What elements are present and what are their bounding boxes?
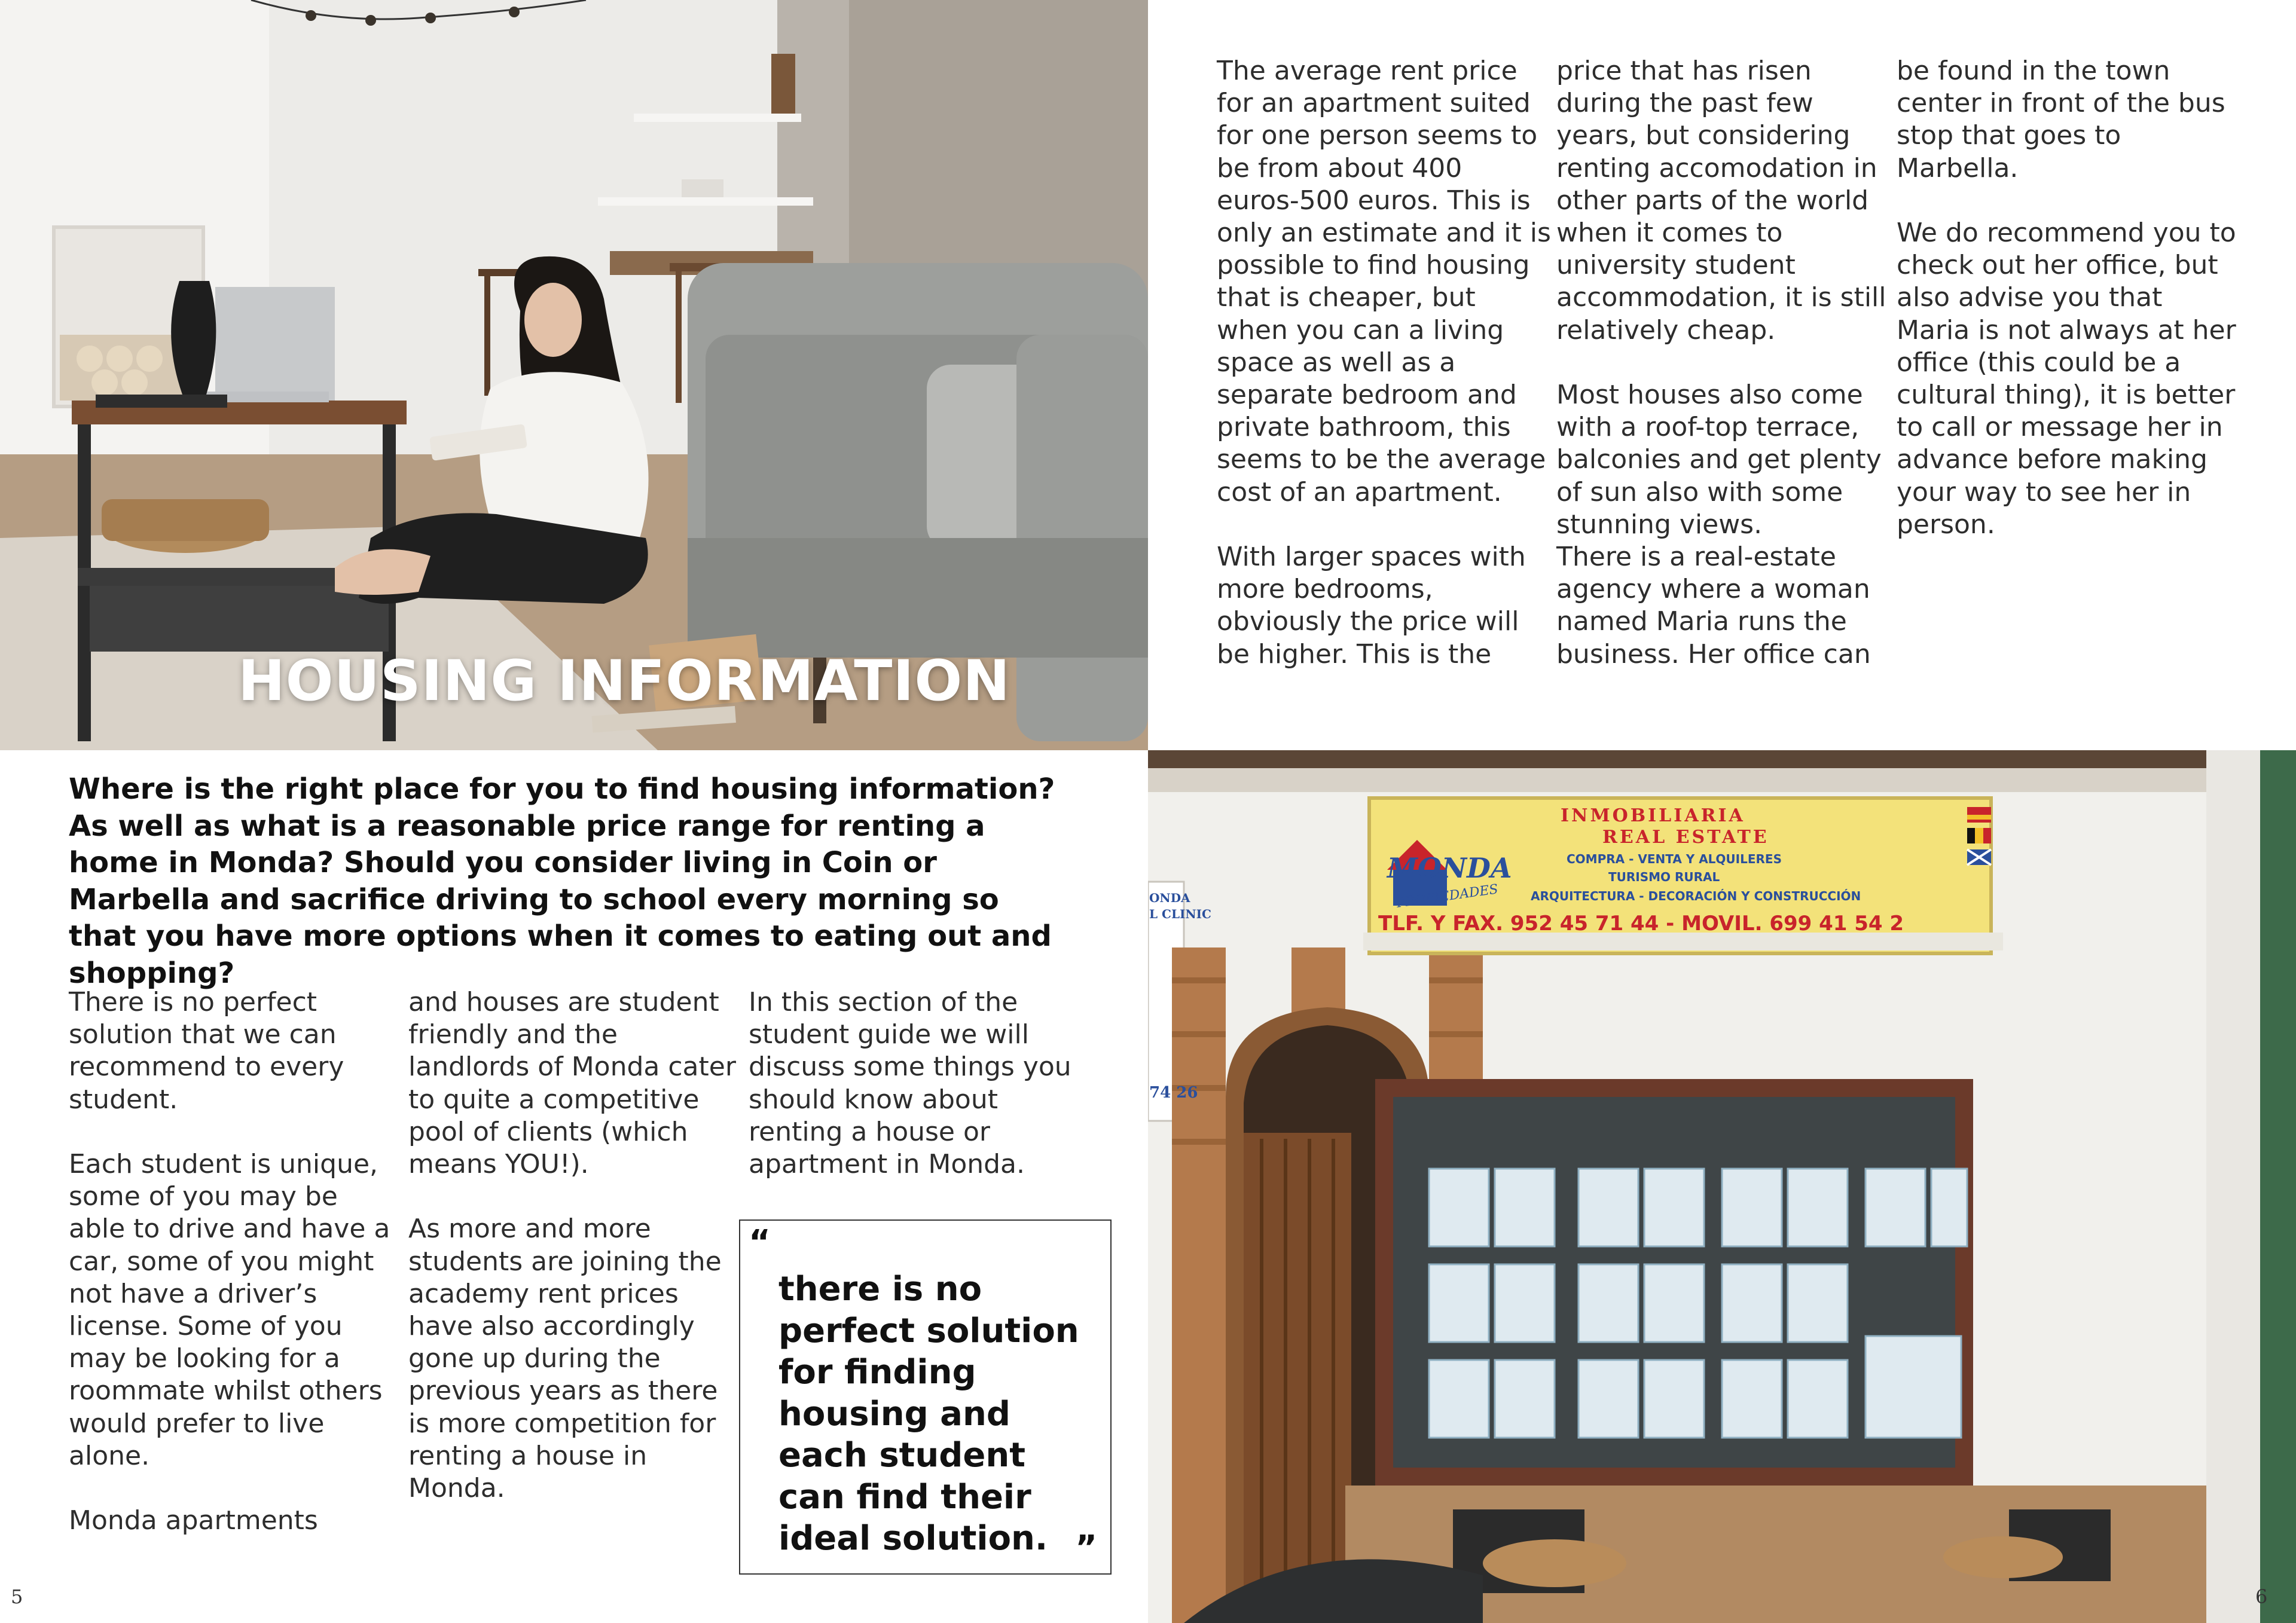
clinic-sign-phone: 74 26 — [1149, 1084, 1198, 1102]
sign-title-1: INMOBILIARIA — [1561, 805, 1745, 826]
left-column-2 — [408, 986, 740, 1505]
agency-storefront-illustration — [1148, 750, 2296, 1623]
intro-question: Where is the right place for you to find housing information? As well as what is a reasonable price range for renting a home in Monda? Should you consider living in Coin or Marbella and sacrifice driving to school every morning so that you have more options when it comes to eating out and shopping? — [69, 772, 1055, 990]
paragraph: In this section of the student guide we will discuss some things you should know about renting a house or apartment in Monda. — [749, 987, 1071, 1180]
paragraph: Most houses also come with a roof-top terrace, balconies and get plenty of sun also with some stunning views. — [1556, 380, 1882, 540]
sign-phones: TLF. Y FAX. 952 45 71 44 - MOVIL. 699 41 54 2 — [1378, 912, 1904, 936]
section-heading: HOUSING INFORMATION — [238, 649, 1010, 714]
quote-text: there is no perfect solution for finding housing and each student can find their ideal solution. — [778, 1270, 1079, 1558]
right-column-3 — [1897, 55, 2243, 541]
paragraph: The average rent price for an apartment suited for one person seems to be from about 400 euros-500 euros. This is only an estimate and it is possible to find housing that is cheaper, but when you can a living space as well as a separate bedroom and private bathroom, this seems to be the average cost of an apartment. — [1217, 56, 1551, 508]
sign-logo-sub: PROPIEDADES — [1396, 882, 1500, 911]
quote-open-mark: “ — [749, 1223, 771, 1262]
right-column-1 — [1217, 55, 1552, 671]
paragraph: As more and more students are joining the academy rent prices have also accordingly gone up during the previous years as there is more competition for renting a house in Monda. — [408, 1214, 722, 1504]
paragraph: We do recommend you to check out her office, but also advise you that Maria is not always at her office (this could be a cultural thing), it is better to call or message her in advance before making your way to see her in person. — [1897, 218, 2236, 540]
paragraph: With larger spaces with more bedrooms, obviously the price will be higher. This is the — [1217, 542, 1526, 670]
sign-line-1: COMPRA - VENTA Y ALQUILERES — [1567, 852, 1782, 866]
paragraph: There is a real-estate agency where a woman named Maria runs the business. Her office can — [1556, 542, 1871, 670]
real-estate-agency-photo — [1148, 750, 2296, 1623]
clinic-sign-line-2: L CLINIC — [1149, 907, 1211, 921]
right-column-2 — [1556, 55, 1897, 671]
sign-logo-word: MONDA — [1387, 852, 1512, 884]
sign-line-3: ARQUITECTURA - DECORACIÓN Y CONSTRUCCIÓN — [1531, 889, 1861, 903]
left-column-3 — [749, 986, 1089, 1181]
paragraph: Each student is unique, some of you may be able to drive and have a car, some of you might not have a driver’s license. Some of you may be looking for a roommate whilst others would prefer to live alone. — [69, 1149, 390, 1471]
quote-close-mark: ” — [1075, 1529, 1097, 1567]
paragraph: Monda apartments — [69, 1505, 318, 1536]
clinic-sign-line-1: ONDA — [1149, 891, 1190, 905]
page-number-right: 6 — [2255, 1585, 2268, 1608]
left-column-1 — [69, 986, 401, 1537]
paragraph: There is no perfect solution that we can recommend to every student. — [69, 987, 344, 1115]
pull-quote — [739, 1219, 1112, 1575]
living-room-photo — [0, 0, 1148, 750]
paragraph: price that has risen during the past few years, but considering renting accomodation in other parts of the world when it comes to university student accommodation, it is still relatively cheap. — [1556, 56, 1886, 346]
sign-title-2: REAL ESTATE — [1602, 827, 1769, 848]
paragraph: and houses are student friendly and the landlords of Monda cater to quite a competitive pool of clients (which means YOU!). — [408, 987, 736, 1180]
page-number-left: 5 — [11, 1585, 23, 1608]
paragraph: be found in the town center in front of the bus stop that goes to Marbella. — [1897, 56, 2225, 184]
living-room-illustration — [0, 0, 1148, 750]
sign-line-2: TURISMO RURAL — [1608, 870, 1720, 884]
